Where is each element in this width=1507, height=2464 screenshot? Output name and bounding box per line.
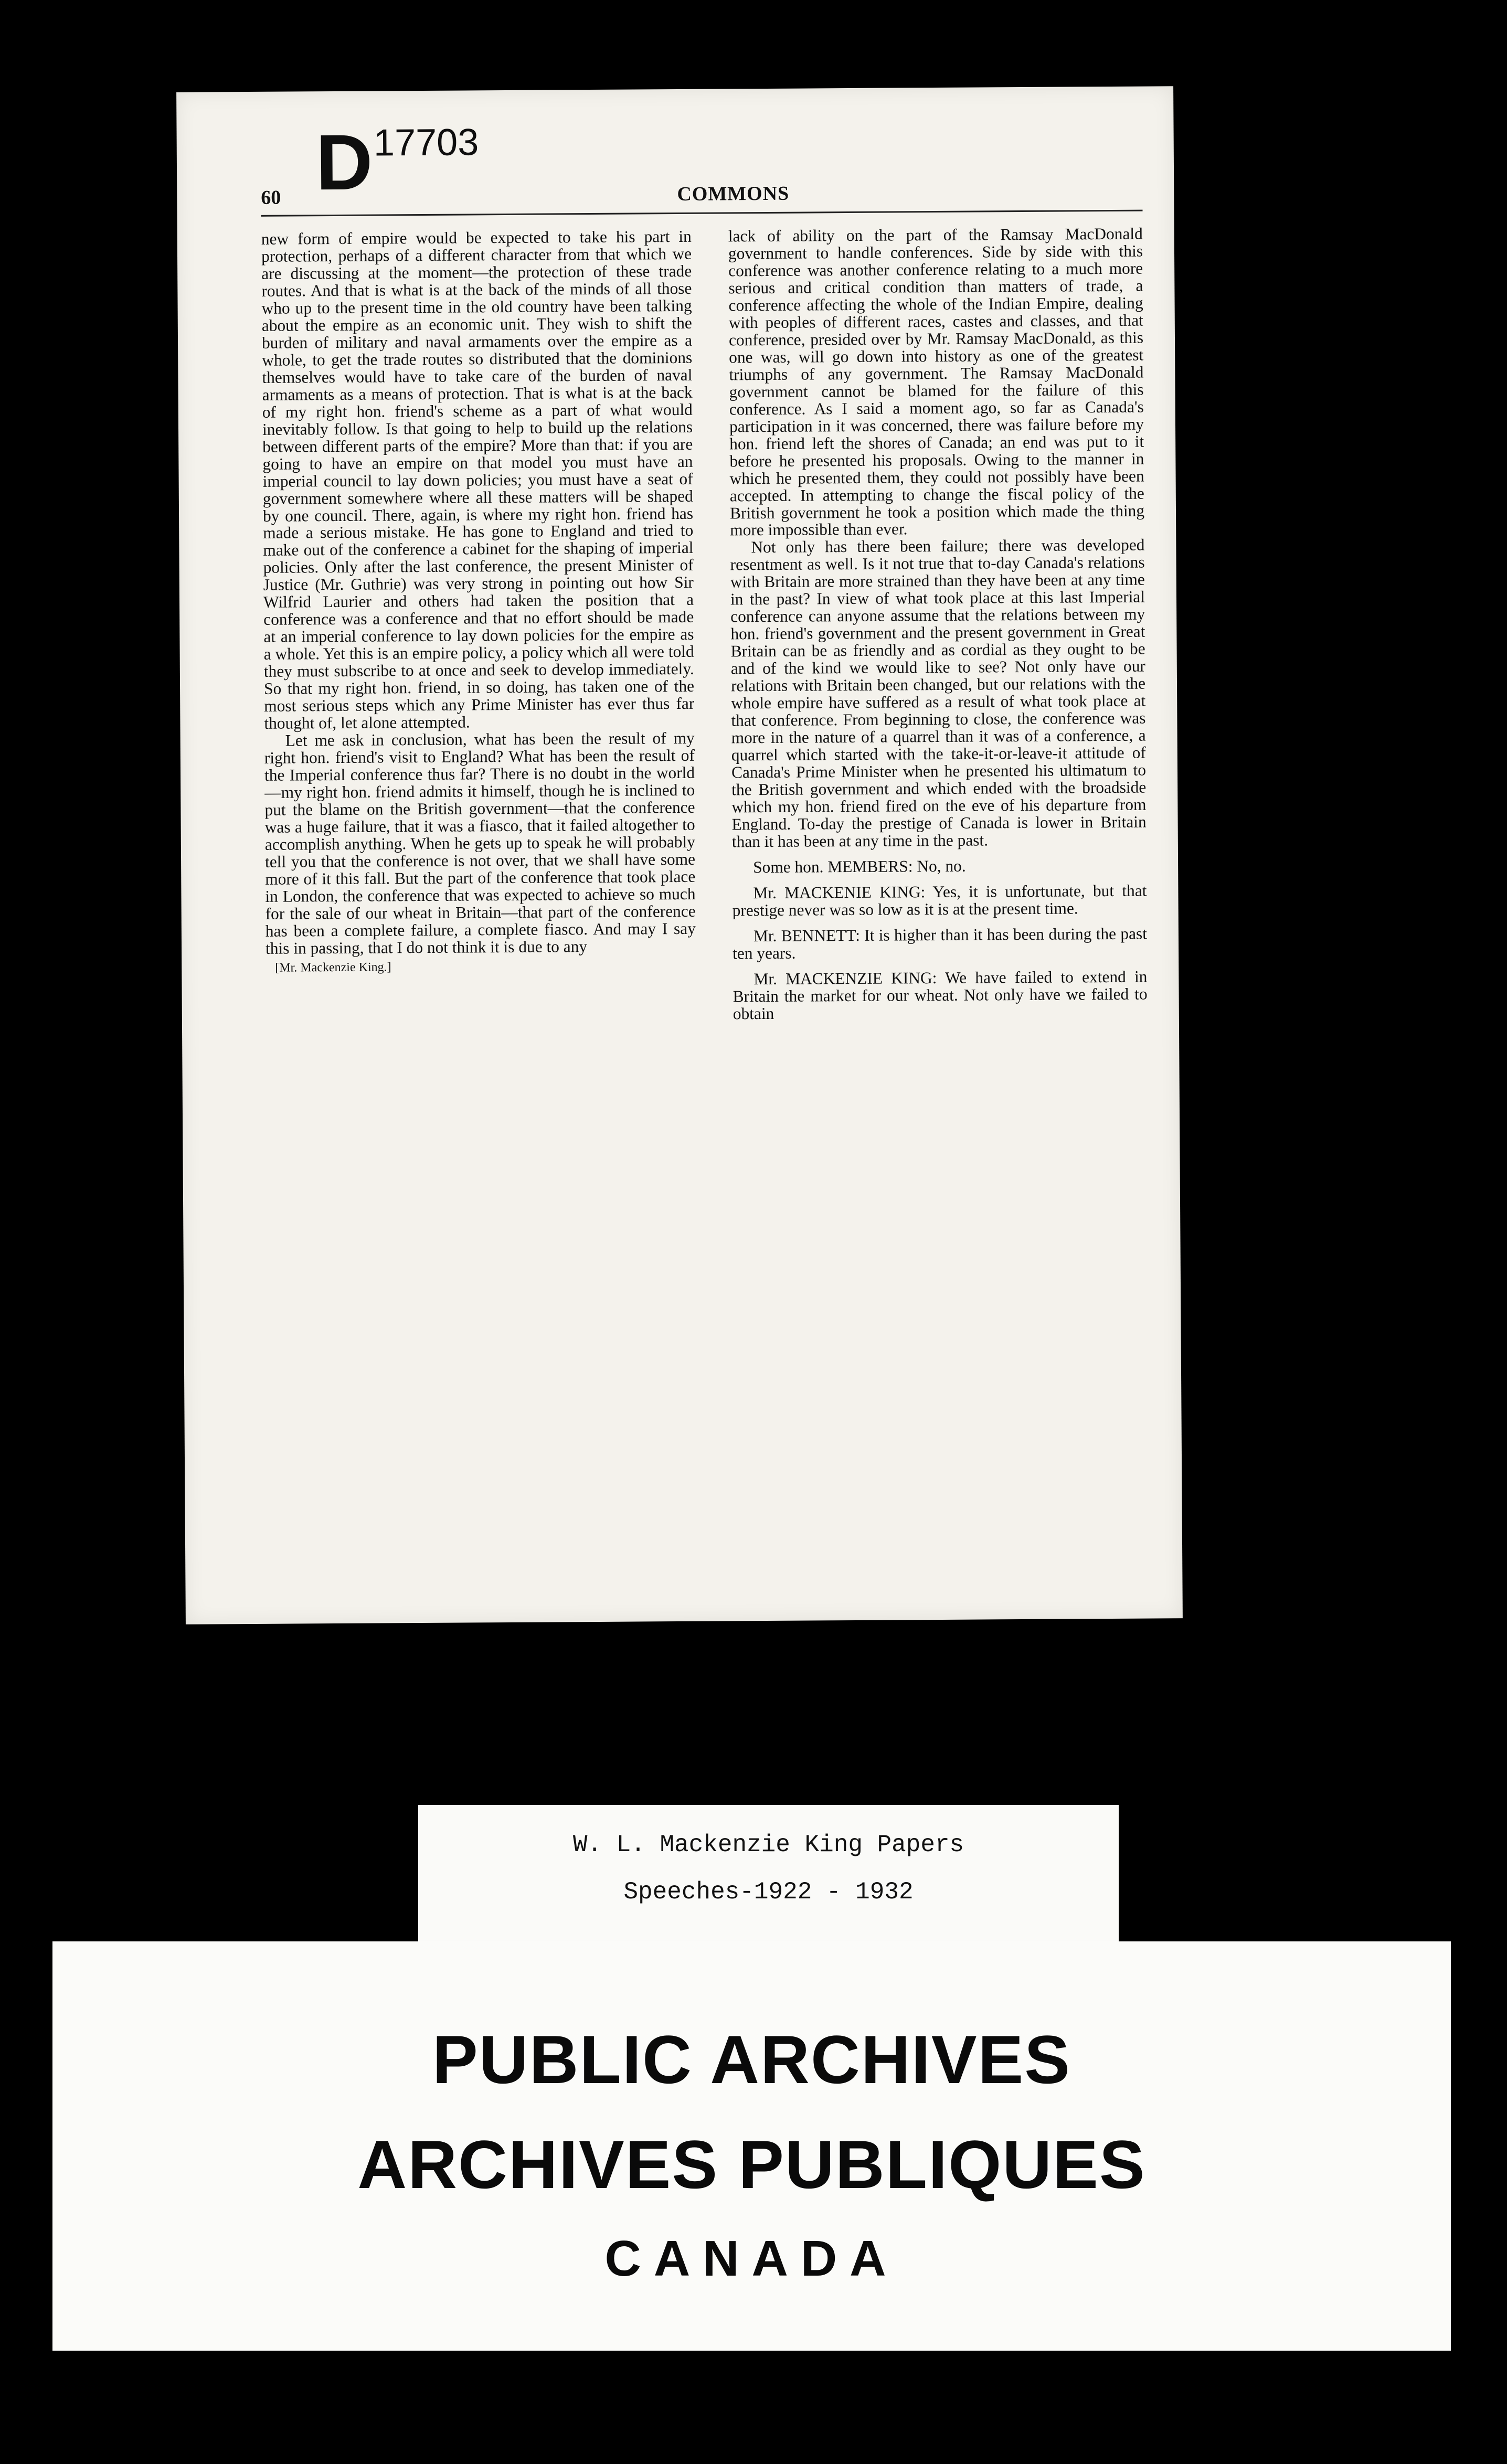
document-page [176,86,1183,1624]
right-column [728,226,1148,1023]
page-number: 60 [261,186,281,209]
archives-label [52,1941,1451,2351]
papers-label-title: W. L. Mackenzie King Papers [572,1831,964,1858]
speaker-footer-note: [Mr. Mackenzie King.] [275,960,391,975]
stamp-letter: D [315,118,371,207]
running-head: COMMONS [677,182,790,206]
papers-label [418,1805,1119,1944]
paragraph: Let me ask in conclusion, what has been the result of my right hon. friend's visit to England? What has been the result of the Imperial conference thus far? There is no doubt in the world—my right hon. friend admits it himself, though he is inclined to put the blame on the British government—that the conference was a huge failure, that it was a fiasco, that it failed altogether to accomplish anything. When he gets up to speak he will probably tell you that the conference is not over, that we shall have some more of it this fall. But the part of the conference that took place in London, the conference that was expected to achieve so much for the sale of our wheat in Britain—that part of the conference has been a complete failure, a complete fiasco. And may I say this in passing, that I do not think it is due to any [264,728,696,958]
paragraph: Mr. BENNETT: It is higher than it has been during the past ten years. [733,924,1148,963]
paragraph: new form of empire would be expected to take his part in protection, perhaps of a different character from that which we are discussing at the moment—the protection of these trade routes. And that is what is at the back of the minds of all those who up to the present time in the old country have been talking about the empire as an economic unit. They wish to shift the burden of military and naval armaments over the empire as a whole, to get the trade routes so distributed that the dominions themselves would have to take care of the burden of naval armaments as a means of protection. That is what is at the back of my right hon. friend's scheme as a part of what would inevitably follow. Is that going to help to build up the relations between different parts of the empire? More than that: if you are going to have an empire on that model you must have an imperial council to lay down policies; you must have a seat of government somewhere where all these matters will be shaped by one council. There, again, is where my right hon. friend has made a serious mistake. He has gone to England and tried to make out of the conference a cabinet for the shaping of imperial policies. Only after the last conference, the present Minister of Justice (Mr. Guthrie) was very strong in pointing out how Sir Wilfrid Laurier and others had taken the position that a conference was a conference and that no effort should be made at an imperial conference to lay down policies for the empire as a whole. Yet this is an empire policy, a policy which all were told they must subscribe to at once and seek to develop immediately. So that my right hon. friend, in so doing, has taken one of the most serious steps which any Prime Minister has ever thus far thought of, let alone attempted. [261,227,695,732]
paragraph: Mr. MACKENIE KING: Yes, it is unfortunate, but that prestige never was so low as it is at the present time. [732,881,1147,920]
archives-label-english: PUBLIC ARCHIVES [432,2021,1071,2098]
paragraph: lack of ability on the part of the Ramsay MacDonald government to handle conferences. Side by side with this conference was another conference relating to a much more serious and critical condition than matters of trade, a conference affecting the whole of the Indian Empire, dealing with peoples of different races, castes and classes, and that conference, presided over by Mr. Ramsay MacDonald, as this one was, will go down into history as one of the greatest triumphs of any government. The Ramsay MacDonald government cannot be blamed for the failure of this conference. As I said a moment ago, so far as Canada's participation in it was concerned, there was failure before my hon. friend left the shores of Canada; an end was put to it before he presented his proposals. Owing to the manner in which he presented them, they could not possibly have been accepted. In attempting to change the fiscal policy of the British government he took a position which made the thing more impossible than ever. [728,224,1145,539]
papers-label-subtitle: Speeches-1922 - 1932 [623,1878,914,1906]
paragraph: Some hon. MEMBERS: No, no. [753,856,966,877]
paragraph: Not only has there been failure; there was developed resentment as well. Is it not true that to-day Canada's relations with Britain are more strained than they have been at any time in the past? In view of what took place at this last Imperial conference can anyone assume that the relations between my hon. friend's government and the present government in Great Britain can be as friendly and as cordial as they ought to be and of the kind we would like to see? Not only have our relations with Britain been changed, but our relations with the whole empire have suffered as a result of what took place at that conference. From beginning to close, the conference was more in the nature of a quarrel than it was of a conference, a quarrel which started with the take-it-or-leave-it attitude of Canada's Prime Minister when he presented his ultimatum to the British government and which ended with the broadside which my hon. friend fired on the eve of his departure from England. To-day the prestige of Canada is lower in Britain than it has been at any time in the past. [730,536,1147,851]
header-rule [261,210,1143,217]
paragraph: Mr. MACKENZIE KING: We have failed to extend in Britain the market for our wheat. Not only have we failed to obtain [733,967,1148,1023]
archives-label-country: CANADA [604,2231,899,2287]
stamp-number: 17703 [373,121,479,164]
archive-stamp [315,118,479,207]
archives-label-french: ARCHIVES PUBLIQUES [357,2126,1146,2203]
left-column [261,228,696,975]
